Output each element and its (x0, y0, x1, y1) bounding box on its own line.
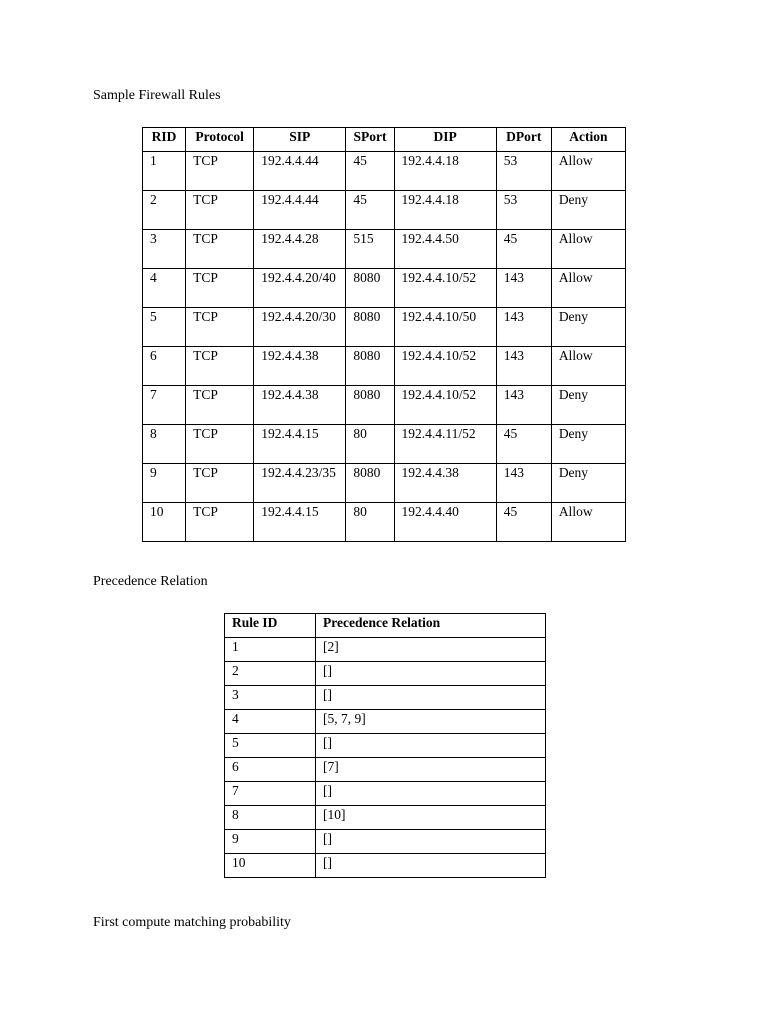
rid-cell: 5 (143, 308, 186, 347)
sip-cell: 192.4.4.15 (254, 425, 346, 464)
sip-cell: 192.4.4.20/40 (254, 269, 346, 308)
firewall-rules-table (142, 127, 626, 542)
column-header-sip: SIP (254, 128, 346, 152)
rid-cell: 7 (143, 386, 186, 425)
protocol-cell: TCP (186, 425, 254, 464)
table-header-row (225, 614, 546, 638)
dip-cell: 192.4.4.10/50 (394, 308, 496, 347)
table-row (225, 806, 546, 830)
precedence-relation-table (224, 613, 546, 878)
sport-cell: 80 (346, 425, 394, 464)
sip-cell: 192.4.4.15 (254, 503, 346, 542)
rule-id-cell: 10 (225, 854, 316, 878)
action-cell: Allow (551, 152, 625, 191)
precedence-relation-cell: [] (316, 854, 546, 878)
table-row (225, 758, 546, 782)
dport-cell: 143 (496, 347, 551, 386)
table-row (143, 230, 626, 269)
action-cell: Allow (551, 503, 625, 542)
table-row (143, 152, 626, 191)
sip-cell: 192.4.4.44 (254, 191, 346, 230)
protocol-cell: TCP (186, 308, 254, 347)
precedence-relation-cell: [5, 7, 9] (316, 710, 546, 734)
dport-cell: 143 (496, 386, 551, 425)
table-row (225, 662, 546, 686)
rid-cell: 1 (143, 152, 186, 191)
rule-id-cell: 5 (225, 734, 316, 758)
dport-cell: 45 (496, 425, 551, 464)
rule-id-cell: 7 (225, 782, 316, 806)
sport-cell: 8080 (346, 386, 394, 425)
dip-cell: 192.4.4.18 (394, 152, 496, 191)
sport-cell: 45 (346, 152, 394, 191)
protocol-cell: TCP (186, 386, 254, 425)
sport-cell: 80 (346, 503, 394, 542)
precedence-relation-cell: [] (316, 686, 546, 710)
dport-cell: 143 (496, 464, 551, 503)
action-cell: Deny (551, 386, 625, 425)
rule-id-cell: 3 (225, 686, 316, 710)
rid-cell: 9 (143, 464, 186, 503)
table-row (143, 308, 626, 347)
table-row (225, 710, 546, 734)
dip-cell: 192.4.4.18 (394, 191, 496, 230)
rule-id-cell: 4 (225, 710, 316, 734)
column-header-protocol: Protocol (186, 128, 254, 152)
dip-cell: 192.4.4.11/52 (394, 425, 496, 464)
rule-id-cell: 2 (225, 662, 316, 686)
dip-cell: 192.4.4.10/52 (394, 269, 496, 308)
table-header-row (143, 128, 626, 152)
table-row (143, 347, 626, 386)
sport-cell: 45 (346, 191, 394, 230)
action-cell: Deny (551, 191, 625, 230)
column-header-dport: DPort (496, 128, 551, 152)
rule-id-cell: 8 (225, 806, 316, 830)
sport-cell: 515 (346, 230, 394, 269)
dport-cell: 45 (496, 230, 551, 269)
action-cell: Deny (551, 308, 625, 347)
table-row (225, 830, 546, 854)
column-header-rid: RID (143, 128, 186, 152)
precedence-relation-cell: [] (316, 830, 546, 854)
sport-cell: 8080 (346, 464, 394, 503)
rule-id-cell: 9 (225, 830, 316, 854)
action-cell: Allow (551, 269, 625, 308)
precedence-heading: Precedence Relation (93, 574, 208, 589)
table-row (225, 782, 546, 806)
dport-cell: 45 (496, 503, 551, 542)
rid-cell: 6 (143, 347, 186, 386)
matching-probability-heading: First compute matching probability (93, 915, 291, 930)
dport-cell: 53 (496, 191, 551, 230)
sport-cell: 8080 (346, 308, 394, 347)
protocol-cell: TCP (186, 503, 254, 542)
protocol-cell: TCP (186, 269, 254, 308)
precedence-relation-cell: [2] (316, 638, 546, 662)
column-header-precedence-relation: Precedence Relation (316, 614, 546, 638)
rid-cell: 10 (143, 503, 186, 542)
table-row (143, 425, 626, 464)
table-row (225, 854, 546, 878)
column-header-dip: DIP (394, 128, 496, 152)
dport-cell: 143 (496, 269, 551, 308)
column-header-rule-id: Rule ID (225, 614, 316, 638)
protocol-cell: TCP (186, 230, 254, 269)
sip-cell: 192.4.4.38 (254, 347, 346, 386)
protocol-cell: TCP (186, 191, 254, 230)
table-row (225, 686, 546, 710)
rid-cell: 3 (143, 230, 186, 269)
protocol-cell: TCP (186, 152, 254, 191)
dip-cell: 192.4.4.40 (394, 503, 496, 542)
column-header-action: Action (551, 128, 625, 152)
table-row (143, 386, 626, 425)
rule-id-cell: 1 (225, 638, 316, 662)
rid-cell: 2 (143, 191, 186, 230)
action-cell: Allow (551, 230, 625, 269)
action-cell: Allow (551, 347, 625, 386)
sip-cell: 192.4.4.28 (254, 230, 346, 269)
dip-cell: 192.4.4.10/52 (394, 386, 496, 425)
table-row (225, 638, 546, 662)
precedence-relation-cell: [7] (316, 758, 546, 782)
dport-cell: 143 (496, 308, 551, 347)
precedence-relation-cell: [] (316, 662, 546, 686)
sip-cell: 192.4.4.23/35 (254, 464, 346, 503)
rid-cell: 4 (143, 269, 186, 308)
precedence-relation-cell: [] (316, 782, 546, 806)
sport-cell: 8080 (346, 269, 394, 308)
dport-cell: 53 (496, 152, 551, 191)
sip-cell: 192.4.4.44 (254, 152, 346, 191)
table-row (143, 503, 626, 542)
rule-id-cell: 6 (225, 758, 316, 782)
action-cell: Deny (551, 464, 625, 503)
table-row (143, 464, 626, 503)
table-row (143, 269, 626, 308)
precedence-relation-cell: [] (316, 734, 546, 758)
table-row (225, 734, 546, 758)
action-cell: Deny (551, 425, 625, 464)
dip-cell: 192.4.4.38 (394, 464, 496, 503)
precedence-relation-cell: [10] (316, 806, 546, 830)
protocol-cell: TCP (186, 464, 254, 503)
column-header-sport: SPort (346, 128, 394, 152)
sport-cell: 8080 (346, 347, 394, 386)
dip-cell: 192.4.4.10/52 (394, 347, 496, 386)
protocol-cell: TCP (186, 347, 254, 386)
sip-cell: 192.4.4.20/30 (254, 308, 346, 347)
rid-cell: 8 (143, 425, 186, 464)
dip-cell: 192.4.4.50 (394, 230, 496, 269)
sip-cell: 192.4.4.38 (254, 386, 346, 425)
table-row (143, 191, 626, 230)
rules-heading: Sample Firewall Rules (93, 88, 221, 103)
